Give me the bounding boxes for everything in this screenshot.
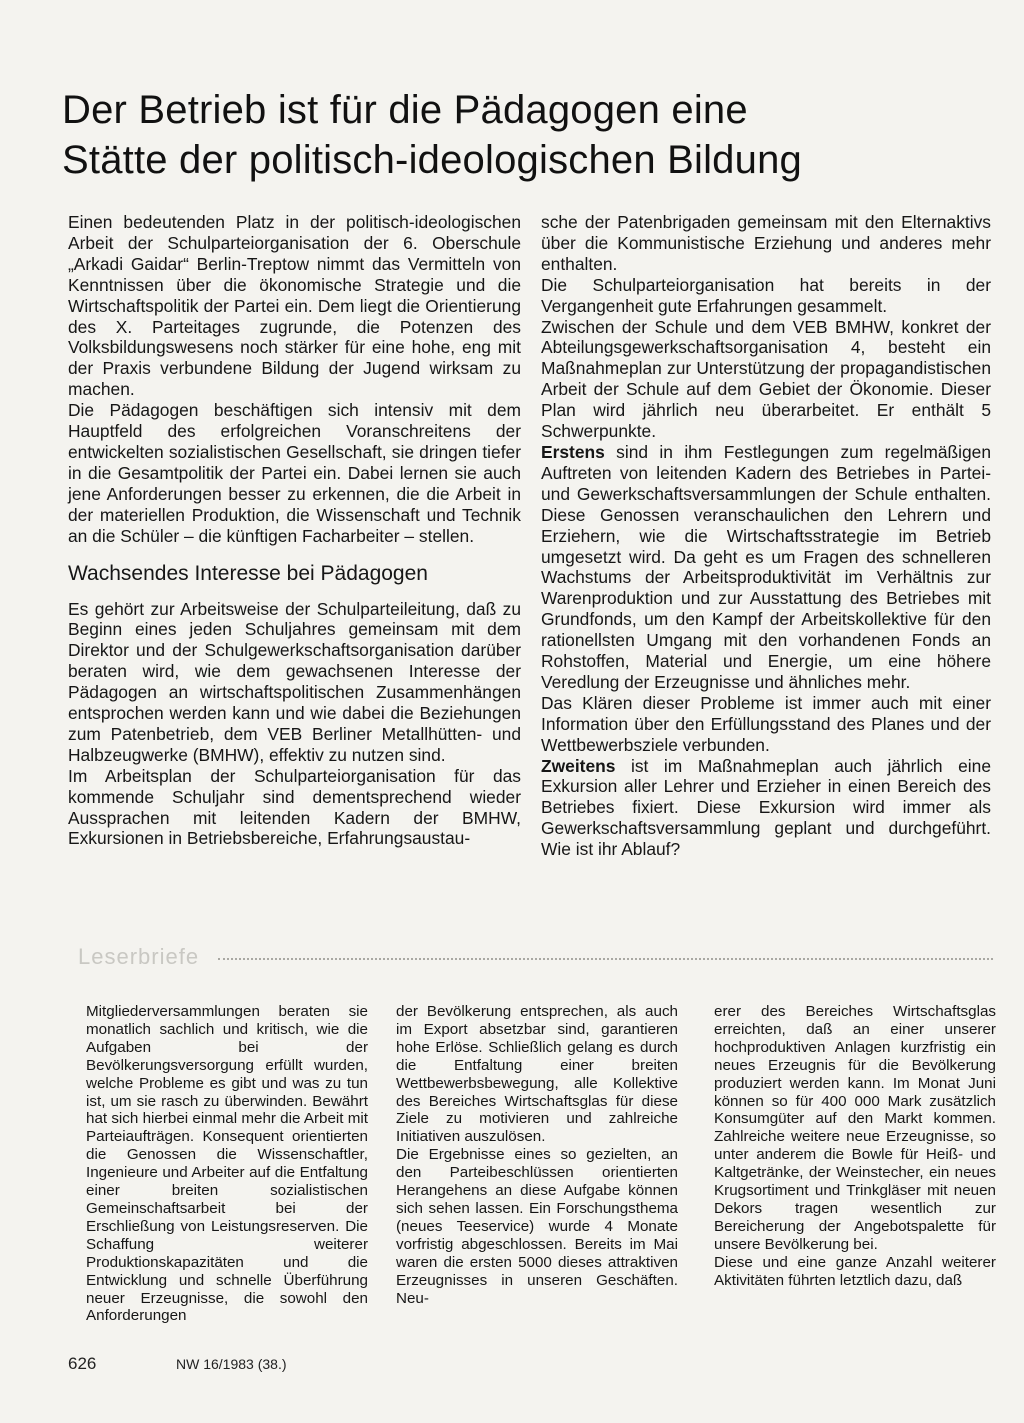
paragraph: der Bevölkerung entsprechen, als auch im Export absetzbar sind, garantieren hohe Erlöse. Schließlich gelang es durch die Entfaltung einer breiten Wettbewerbsbewegung, alle Kollektive des Bereiches Wirtschaftsglas für diese Ziele zu motivieren und zahlreiche Initiativen auszulösen. — [396, 1003, 678, 1146]
paragraph: sche der Patenbrigaden gemeinsam mit den Elternaktivs über die Kommunistische Erziehung und anderes mehr enthalten. — [541, 212, 991, 274]
section-divider — [68, 944, 993, 968]
article-title — [62, 85, 962, 185]
subheading: Wachsendes Interesse bei Pädagogen — [68, 561, 428, 585]
letters-column-2 — [396, 1003, 678, 1307]
paragraph: Die Schulparteiorganisation hat bereits in der Vergangenheit gute Erfahrungen gesammelt. — [541, 274, 991, 316]
emphasis-label: Zweitens — [541, 755, 616, 776]
letters-column-3 — [714, 1003, 996, 1290]
article-column-left — [68, 212, 521, 849]
section-label: Leserbriefe — [78, 944, 200, 969]
paragraph: Zwischen der Schule und dem VEB BMHW, konkret der Abteilungsgewerkschaftsorganisation 4, besteht ein Maßnahmeplan zur Unterstützung der propagandistischen Arbeit der Schule auf dem Gebiet der Ökonomie. Dieser Plan wird jährlich neu überarbeitet. Er enthält 5 Schwerpunkte. — [541, 316, 991, 442]
emphasis-label: Erstens — [541, 441, 605, 462]
paragraph-text: sind in ihm Festlegungen zum regelmäßigen Auftreten von leitenden Kadern des Betriebes in Partei- und Gewerkschaftsversammlungen der Schule enthalten. Diese Genossen veranschaulichen den Lehrern und Erziehern, wie die Wirtschaftsstrategie im Betrieb umgesetzt wird. Da geht es um Fragen des schnelleren Wachstums der Arbeitsproduktivität im Verhältnis zur Warenproduktion und zur Ausstattung des Betriebes mit Grundfonds, um den Kampf der Arbeitskollektive für den rationellsten Umgang mit den vorhandenen Fonds an Rohstoffen, Material und Energie, um eine höhere Veredlung der Erzeugnisse und ähnliches mehr. — [541, 441, 991, 692]
paragraph: Im Arbeitsplan der Schulparteiorganisation für das kommende Schuljahr sind dementsprechend wieder Aussprachen mit leitenden Kadern der BMHW, Exkursionen in Betriebsbereiche, Erfahrungsaustau- — [68, 765, 521, 849]
paragraph: erer des Bereiches Wirtschaftsglas erreichten, daß an einer unserer hochproduktiven Anlagen kurzfristig ein neues Erzeugnis für die Bevölkerung produziert werden kann. Im Monat Juni können so für 400 000 Mark zusätzlich Konsumgüter auf den Markt kommen. Zahlreiche weitere neue Erzeugnisse, so unter anderem die Bowle für Heiß- und Kaltgetränke, der Weinstecher, ein neues Krugsortiment und Trinkgläser mit neuen Dekors tragen wesentlich zur Bereicherung der Angebotspalette für unsere Bevölkerung bei. — [714, 1003, 996, 1253]
paragraph-text: ist im Maßnahmeplan auch jährlich eine Exkursion aller Lehrer und Erzieher in einen Bereich des Betriebes fixiert. Diese Exkursion wird immer als Gewerkschaftsversammlung geplant und durchgeführt. Wie ist ihr Ablauf? — [541, 755, 991, 860]
paragraph: Mitgliederversammlungen beraten sie monatlich sachlich und kritisch, wie die Aufgaben bei der Bevölkerungsversorgung erfüllt wurden, welche Probleme es gibt und was zu tun ist, um sie rasch zu überwinden. Bewährt hat sich hierbei einmal mehr die Arbeit mit Parteiaufträgen. Konsequent orientierten die Genossen die Wissenschaftler, Ingenieure und Arbeiter auf die Entfaltung einer breiten sozialistischen Gemeinschaftsarbeit bei der Erschließung von Leistungsreserven. Die Schaffung weiterer Produktionskapazitäten und die Entwicklung und schnelle Überführung neuer Erzeugnisse, die sowohl den Anforderungen — [86, 1003, 368, 1325]
paragraph: Die Pädagogen beschäftigen sich intensiv mit dem Hauptfeld des erfolgreichen Voranschreitens der entwickelten sozialistischen Gesellschaft, sie dringen tiefer in die Gesamtpolitik der Partei ein. Dabei lernen sie auch jene Anforderungen besser zu erkennen, die die Arbeit in der materiellen Produktion, die Wissenschaft und Technik an die Schüler – die künftigen Facharbeiter – stellen. — [68, 400, 521, 546]
paragraph: Die Ergebnisse eines so gezielten, an den Parteibeschlüssen orientierten Herangehens an diese Aufgabe können sich sehen lassen. Ein Forschungsthema (neues Teeservice) wurde 4 Monate vorfristig abgeschlossen. Bereits im Mai waren die ersten 5000 dieses attraktiven Erzeugnisses in unseren Geschäften. Neu- — [396, 1146, 678, 1307]
paragraph: Einen bedeutenden Platz in der politisch-ideologischen Arbeit der Schulparteiorganisation der 6. Oberschule „Arkadi Gaidar“ Berlin-Treptow nimmt das Vermitteln von Kenntnissen über die ökonomische Strategie und die Wirtschaftspolitik der Partei ein. Dem liegt die Orientierung des X. Parteitages zugrunde, die Potenzen des Volksbildungswesens noch stärker für eine hohe, eng mit der Praxis verbundene Bildung der Jugend wirksam zu machen. — [68, 212, 521, 400]
paragraph: Diese und eine ganze Anzahl weiterer Aktivitäten führten letztlich dazu, daß — [714, 1253, 996, 1289]
title-line-2: Stätte der politisch-ideologischen Bildung — [62, 137, 802, 182]
divider-line — [218, 958, 993, 960]
page-number: 626 — [68, 1354, 97, 1373]
paragraph — [541, 756, 991, 861]
paragraph: Es gehört zur Arbeitsweise der Schulparteileitung, daß zu Beginn eines jeden Schuljahres gemeinsam mit dem Direktor und der Schulgewerkschaftsorganisation darüber beraten wird, wie dem gewachsenen Interesse der Pädagogen an wirtschaftspolitischen Zusammenhängen entsprochen werden kann und wie dabei die Beziehungen zum Patenbetrieb, dem VEB Berliner Metallhütten- und Halbzeugwerke (BMHW), effektiv zu nutzen sind. — [68, 598, 521, 765]
title-line-1: Der Betrieb ist für die Pädagogen eine — [62, 87, 748, 132]
issue-reference: NW 16/1983 (38.) — [176, 1356, 287, 1372]
letters-column-1 — [86, 1003, 368, 1325]
paragraph — [541, 442, 991, 693]
article-column-right — [541, 212, 991, 860]
paragraph: Das Klären dieser Probleme ist immer auch mit einer Information über den Erfüllungsstand des Planes und der Wettbewerbsziele verbunden. — [541, 692, 991, 755]
